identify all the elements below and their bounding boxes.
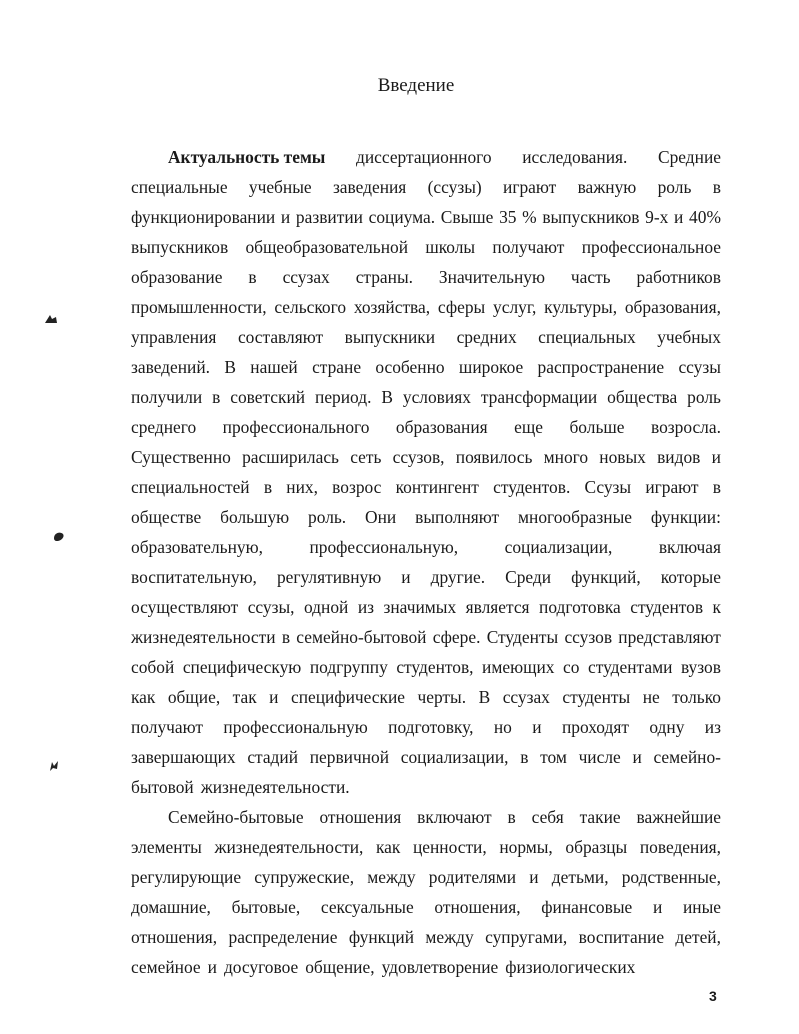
word: образования: [395, 417, 488, 437]
word: специальностей: [131, 477, 250, 497]
word: отношения: [319, 807, 402, 827]
word: учебных: [657, 327, 721, 347]
word: специальные: [131, 177, 228, 197]
text-line: [131, 952, 721, 982]
word: со: [563, 657, 580, 677]
text-line: [131, 262, 721, 292]
word: выпускников: [542, 207, 640, 227]
word: образовательную,: [131, 537, 263, 557]
word: вузов: [680, 657, 721, 677]
word: сексуальные: [320, 897, 414, 917]
word: финансовые: [541, 897, 633, 917]
word: студентами: [587, 657, 673, 677]
scan-speck-3: [47, 760, 61, 772]
word: иные: [682, 897, 721, 917]
word: получили: [131, 387, 203, 407]
word: широкое: [458, 357, 524, 377]
word: проходят: [561, 717, 629, 737]
word: и: [280, 207, 291, 227]
word: элементы: [131, 837, 202, 857]
text-line: [131, 622, 721, 652]
scan-speck-2: [52, 530, 66, 542]
word: работников: [636, 267, 721, 287]
word: них,: [286, 477, 318, 497]
word: студентов: [630, 597, 704, 617]
word: отношения,: [434, 897, 521, 917]
word: ссузах: [282, 267, 330, 287]
word: еще: [514, 417, 543, 437]
word: исследования.: [522, 147, 628, 167]
word: регулирующие: [131, 867, 242, 887]
word: Актуальность темы: [168, 147, 326, 167]
word: общие,: [167, 687, 221, 707]
word: функций,: [571, 567, 641, 587]
word: собой: [131, 657, 175, 677]
text-line: [131, 232, 721, 262]
word: детьми,: [551, 867, 609, 887]
word: Они: [365, 507, 397, 527]
word: значимых: [383, 597, 457, 617]
word: осуществляют: [131, 597, 239, 617]
word: важную: [577, 177, 637, 197]
word: не: [642, 687, 660, 707]
text-line: [131, 472, 721, 502]
word: между: [367, 867, 416, 887]
word: числе: [578, 747, 621, 767]
word: одной: [303, 597, 349, 617]
body-text: [131, 142, 721, 982]
word: черты.: [417, 687, 467, 707]
word: социализации,: [400, 747, 509, 767]
word: в: [281, 627, 291, 647]
text-line: [131, 202, 721, 232]
word: период.: [315, 387, 372, 407]
word: и: [207, 957, 217, 977]
word: образование: [131, 267, 223, 287]
word: специфические: [290, 687, 405, 707]
word: трансформации: [480, 387, 598, 407]
word: часть: [570, 267, 611, 287]
word: имеющих: [482, 657, 555, 677]
word: другие.: [430, 567, 486, 587]
word: Средние: [658, 147, 721, 167]
word: такие: [579, 807, 621, 827]
word: поведения,: [639, 837, 721, 857]
text-line: [131, 562, 721, 592]
word: представляют: [618, 627, 721, 647]
text-line: [168, 802, 721, 832]
word: детей,: [675, 927, 721, 947]
word: функций: [348, 927, 415, 947]
word: новых: [599, 447, 646, 467]
word: является: [465, 597, 530, 617]
text-line: [131, 712, 721, 742]
word: и: [532, 717, 542, 737]
text-line: [131, 742, 721, 772]
word: из: [704, 717, 721, 737]
word: которые: [660, 567, 721, 587]
word: учебные: [248, 177, 312, 197]
word: в: [520, 747, 529, 767]
text-line: [131, 382, 721, 412]
word: семейно-: [653, 747, 721, 767]
word: Свыше: [440, 207, 494, 227]
word: супругами,: [485, 927, 568, 947]
word: выпускников: [131, 237, 229, 257]
word: %: [522, 207, 537, 227]
word: диссертационного: [356, 147, 492, 167]
word: особенно: [375, 357, 445, 377]
word: услуг,: [493, 297, 537, 317]
text-line: [131, 502, 721, 532]
word: и: [529, 867, 539, 887]
word: распределение: [228, 927, 338, 947]
word: многообразные: [518, 507, 632, 527]
text-line: [131, 172, 721, 202]
word: специфическую: [182, 657, 302, 677]
scan-speck-1: [44, 313, 58, 325]
word: профессиональную: [223, 717, 368, 737]
word: сельского: [274, 297, 347, 317]
word: ссузы: [678, 357, 721, 377]
word: семейное: [131, 957, 201, 977]
word: сферы: [437, 297, 486, 317]
word: среднего: [131, 417, 197, 437]
text-line: [131, 652, 721, 682]
word: жизнедеятельности,: [214, 837, 364, 857]
word: роль: [687, 387, 721, 407]
word: средних: [456, 327, 517, 347]
word: возросла.: [650, 417, 721, 437]
word: общеобразовательной: [245, 237, 409, 257]
word: и: [632, 747, 642, 767]
word: включая: [658, 537, 721, 557]
word: играют: [645, 477, 699, 497]
word: родителями: [428, 867, 517, 887]
word: удовлетворение: [381, 957, 499, 977]
word: специальных: [538, 327, 636, 347]
word: выполняют: [415, 507, 500, 527]
word: советский: [230, 387, 306, 407]
word: роль: [657, 177, 692, 197]
word: семейно-бытовой: [296, 627, 427, 647]
word: в: [712, 177, 721, 197]
word: получают: [492, 237, 565, 257]
word: бытовой: [131, 777, 194, 797]
word: так: [232, 687, 257, 707]
word: 9-х: [645, 207, 669, 227]
word: контингент: [395, 477, 479, 497]
word: ссузов: [564, 627, 613, 647]
page-title: Введение: [377, 75, 455, 96]
word: в: [712, 477, 721, 497]
word: Существенно: [131, 447, 231, 467]
word: досуговое: [223, 957, 299, 977]
word: воспитательную,: [131, 567, 257, 587]
word: первичной: [309, 747, 390, 767]
word: в: [263, 477, 273, 497]
word: и: [652, 897, 663, 917]
word: одну: [649, 717, 685, 737]
word: ценности,: [412, 837, 487, 857]
word: заведений.: [131, 357, 211, 377]
word: расширилась: [242, 447, 339, 467]
word: больше: [569, 417, 625, 437]
word: супружеские,: [254, 867, 355, 887]
word: но: [493, 717, 512, 737]
word: роль.: [308, 507, 347, 527]
word: в: [507, 807, 516, 827]
word: функции:: [650, 507, 721, 527]
word: профессионального: [222, 417, 370, 437]
word: общение,: [305, 957, 375, 977]
word: ссузов,: [392, 447, 445, 467]
word: видов: [657, 447, 701, 467]
paragraph-actuality: [131, 142, 721, 802]
word: культуры,: [544, 297, 618, 317]
word: составляют: [237, 327, 324, 347]
word: подгруппу: [309, 657, 388, 677]
word: получают: [131, 717, 203, 737]
word: Значительную: [438, 267, 545, 287]
word: много: [543, 447, 589, 467]
word: выпускники: [344, 327, 436, 347]
text-line: [131, 532, 721, 562]
text-line: [131, 592, 721, 622]
word: стране: [312, 357, 362, 377]
word: родственные,: [621, 867, 721, 887]
word: функционировании: [131, 207, 276, 227]
text-line: [131, 892, 721, 922]
word: домашние,: [131, 897, 211, 917]
word: сфере.: [432, 627, 481, 647]
text-line: [131, 322, 721, 352]
text-line: [131, 442, 721, 472]
word: обществе: [131, 507, 202, 527]
word: возрос: [332, 477, 382, 497]
word: между: [425, 927, 474, 947]
word: жизнедеятельности.: [200, 777, 350, 797]
word: регулятивную: [276, 567, 382, 587]
word: появилось: [455, 447, 533, 467]
word: профессиональную,: [309, 537, 459, 557]
page-number: 3: [709, 988, 717, 1004]
word: распространение: [537, 357, 665, 377]
word: (ссузы): [427, 177, 482, 197]
word: сеть: [350, 447, 382, 467]
word: общества: [607, 387, 678, 407]
word: 35: [499, 207, 517, 227]
word: школы: [425, 237, 476, 257]
word: социума.: [368, 207, 436, 227]
word: Среди: [505, 567, 552, 587]
word: стадий: [247, 747, 299, 767]
word: образцы: [565, 837, 628, 857]
word: В: [381, 387, 393, 407]
word: как: [131, 687, 156, 707]
word: физиологических: [505, 957, 636, 977]
word: студенты: [562, 687, 631, 707]
word: ссузы,: [247, 597, 295, 617]
word: к: [712, 597, 721, 617]
word: и: [269, 687, 279, 707]
word: условиях: [402, 387, 471, 407]
word: как: [375, 837, 401, 857]
text-line: [131, 862, 721, 892]
word: нашей: [250, 357, 298, 377]
word: В: [478, 687, 491, 707]
word: том: [540, 747, 567, 767]
text-line: [131, 682, 721, 712]
text-line: [131, 292, 721, 322]
word: управления: [131, 327, 217, 347]
word: образования,: [624, 297, 721, 317]
paragraph-family-relations: [131, 802, 721, 982]
word: Студенты: [486, 627, 559, 647]
word: хозяйства,: [353, 297, 431, 317]
word: большую: [220, 507, 290, 527]
word: и: [401, 567, 411, 587]
word: отношения,: [131, 927, 218, 947]
word: воспитание: [578, 927, 665, 947]
word: нормы,: [499, 837, 553, 857]
word: страны.: [355, 267, 413, 287]
word: и: [711, 447, 721, 467]
text-line: [131, 922, 721, 952]
word: в: [212, 387, 221, 407]
word: и: [674, 207, 684, 227]
word: подготовка: [539, 597, 621, 617]
word: профессиональное: [581, 237, 721, 257]
word: заведения: [332, 177, 407, 197]
word: студентов,: [396, 657, 474, 677]
text-line: [168, 142, 721, 172]
word: социализации,: [504, 537, 613, 557]
word: включают: [417, 807, 492, 827]
word: важнейшие: [636, 807, 721, 827]
word: только: [672, 687, 721, 707]
text-line: [131, 352, 721, 382]
word: из: [357, 597, 375, 617]
word: играют: [503, 177, 557, 197]
word: себя: [531, 807, 564, 827]
text-line: [131, 772, 721, 802]
word: завершающих: [131, 747, 236, 767]
word: 40%: [689, 207, 721, 227]
word: в: [248, 267, 257, 287]
word: развитии: [295, 207, 363, 227]
word: Семейно-бытовые: [168, 807, 304, 827]
word: Ссузы: [584, 477, 632, 497]
word: студентов.: [493, 477, 571, 497]
text-line: [131, 832, 721, 862]
word: подготовку,: [388, 717, 474, 737]
word: В: [224, 357, 236, 377]
text-line: [131, 412, 721, 442]
word: ссузах: [502, 687, 550, 707]
word: промышленности,: [131, 297, 267, 317]
word: жизнедеятельности: [131, 627, 276, 647]
word: бытовые,: [231, 897, 301, 917]
